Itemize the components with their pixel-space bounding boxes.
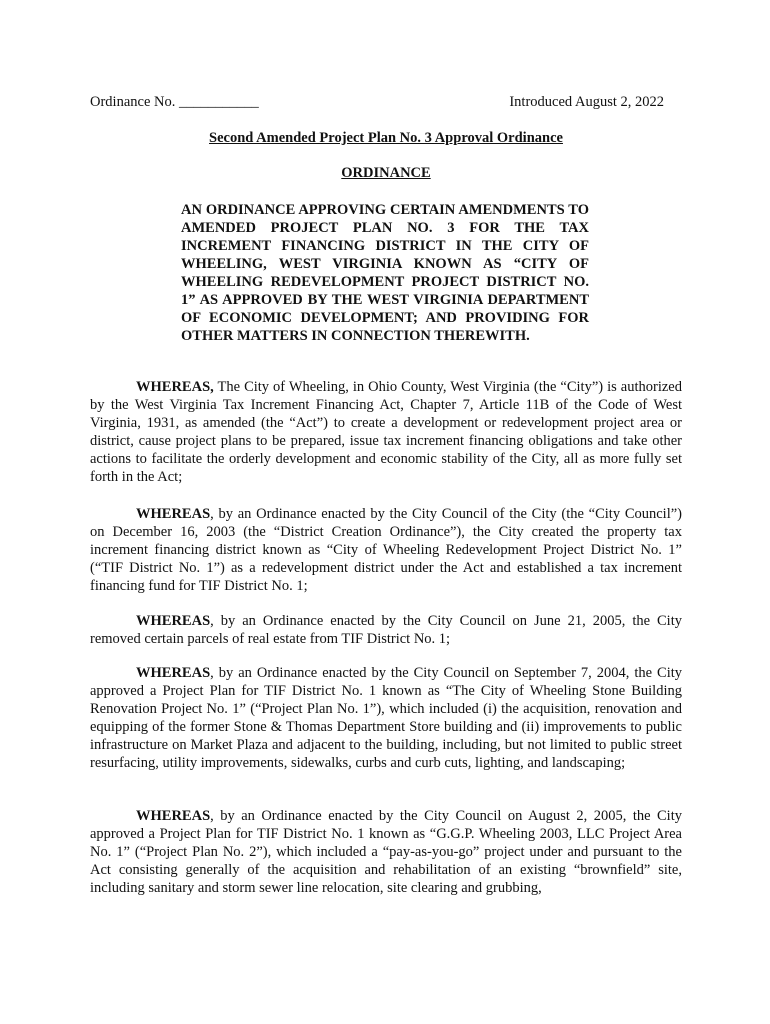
whereas-paragraph-2 [90,505,682,595]
paragraph-text: , by an Ordinance enacted by the City Council of the City (the “City Council”) on December 16, 2003 (the “District Creation Ordinance”), the City created the property tax increment financing district known as “City of Wheeling Redevelopment Project District No. 1” (“TIF District No. 1”) as a redevelopment district under the Act and established a tax increment financing fund for TIF District No. 1; [90,506,682,594]
whereas-paragraph-3 [90,612,682,648]
ordinance-caption: AN ORDINANCE APPROVING CERTAIN AMENDMENTS TO AMENDED PROJECT PLAN NO. 3 FOR THE TAX INCREMENT FINANCING DISTRICT IN THE CITY OF WHEELING, WEST VIRGINIA KNOWN AS “CITY OF WHEELING REDEVELOPMENT PROJECT DISTRICT NO. 1” AS APPROVED BY THE WEST VIRGINIA DEPARTMENT OF ECONOMIC DEVELOPMENT; AND PROVIDING FOR OTHER MATTERS IN CONNECTION THEREWITH. [181,202,589,344]
whereas-lead: WHEREAS [136,808,211,824]
paragraph-text: The City of Wheeling, in Ohio County, West Virginia (the “City”) is authorized by the West Virginia Tax Increment Financing Act, Chapter 7, Article 11B of the Code of West Virginia, 1931, as amended (the “Act”) to create a development or redevelopment project area or district, cause project plans to be prepared, issue tax increment financing obligations and take other actions to facilitate the orderly development and economic stability of the City, all as more fully set forth in the Act; [90,379,682,485]
document-subtitle: ORDINANCE [341,165,431,181]
paragraph-text: , by an Ordinance enacted by the City Council on June 21, 2005, the City removed certain parcels of real estate from TIF District No. 1; [90,613,682,647]
whereas-lead: WHEREAS, [136,379,214,395]
whereas-lead: WHEREAS [136,665,211,681]
whereas-paragraph-5 [90,807,682,897]
document-header [90,94,664,114]
paragraph-text: , by an Ordinance enacted by the City Council on August 2, 2005, the City approved a Project Plan for TIF District No. 1 known as “G.G.P. Wheeling 2003, LLC Project Area No. 1” (“Project Plan No. 2”), which included a “pay-as-you-go” project under and pursuant to the Act consisting generally of the acquisition and rehabilitation of an existing “brownfield” site, including sanitary and storm sewer line relocation, site clearing and grubbing, [90,808,682,896]
paragraph-text: , by an Ordinance enacted by the City Council on September 7, 2004, the City approved a Project Plan for TIF District No. 1 known as “The City of Wheeling Stone Building Renovation Project No. 1” (“Project Plan No. 1”), which included (i) the acquisition, renovation and equipping of the former Stone & Thomas Department Store building and (ii) improvements to public infrastructure on Market Plaza and adjacent to the building, including, but not limited to public street resurfacing, utility improvements, sidewalks, curbs and curb cuts, lighting, and landscaping; [90,665,682,771]
whereas-paragraph-4 [90,664,682,772]
introduced-date: Introduced August 2, 2022 [509,94,664,110]
whereas-paragraph-1 [90,378,682,486]
whereas-lead: WHEREAS [136,506,211,522]
whereas-lead: WHEREAS [136,613,211,629]
ordinance-number: Ordinance No. ___________ [90,94,259,110]
document-title: Second Amended Project Plan No. 3 Approval Ordinance [209,130,563,146]
